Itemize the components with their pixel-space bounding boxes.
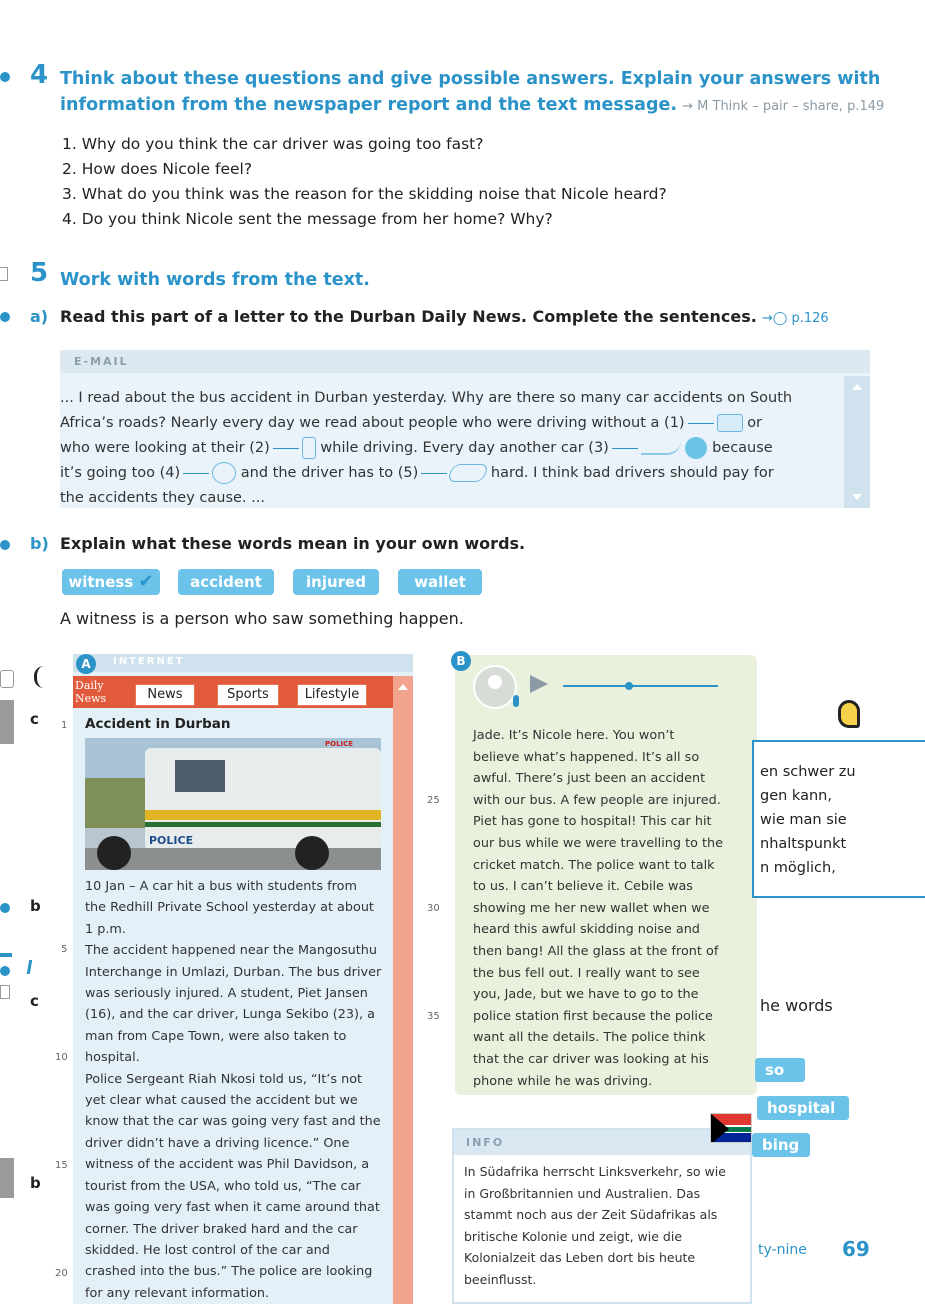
email-line-3a: who were looking at their (2) bbox=[60, 440, 270, 456]
message-line: the bus fell out. I really want to see bbox=[473, 965, 700, 981]
margin-grey-tab-2 bbox=[0, 1158, 14, 1198]
panel-a-scrollbar[interactable] bbox=[393, 676, 413, 1304]
panel-a-scroll-up-icon[interactable] bbox=[398, 684, 408, 690]
right-words-text: he words bbox=[760, 996, 833, 1015]
photo-wheel-rear bbox=[295, 836, 329, 870]
article-line: was going very fast when it came around that bbox=[85, 1200, 380, 1216]
email-line-4b: and the driver has to (5) bbox=[240, 465, 419, 481]
microphone-icon bbox=[513, 695, 519, 707]
email-line-5: the accidents they cause. ... bbox=[60, 490, 265, 506]
message-line: phone while he was driving. bbox=[473, 1073, 653, 1089]
article-line: Police Sergeant Riah Nkosi told us, “It’s not bbox=[85, 1071, 363, 1087]
task4-question-1: 1. Why do you think the car driver was going too fast? bbox=[62, 135, 484, 153]
task4-ref[interactable]: → M Think – pair – share, p.149 bbox=[682, 99, 885, 114]
line-no-15: 15 bbox=[55, 1160, 68, 1171]
photo-car-text: POLICE bbox=[149, 834, 194, 847]
email-line-4 bbox=[60, 461, 840, 486]
info-line: stammt noch aus der Zeit Südafrikas als bbox=[464, 1207, 718, 1223]
wheel-icon bbox=[685, 437, 707, 459]
right-card-line: n möglich, bbox=[760, 860, 836, 876]
panel-a-badge bbox=[76, 654, 96, 674]
message-line: you, Jade, but we have to go to the bbox=[473, 987, 699, 1003]
brake-pedal-icon bbox=[447, 464, 490, 482]
message-line: with our bus. A few people are injured. bbox=[473, 792, 721, 808]
speed-icon bbox=[212, 462, 236, 484]
right-card bbox=[752, 740, 925, 898]
ear-icon bbox=[838, 700, 860, 728]
email-line-2b: or bbox=[747, 415, 763, 431]
footer-word: ty-nine bbox=[758, 1242, 807, 1258]
chip-wallet: wallet bbox=[398, 569, 482, 595]
task5a-ref[interactable]: →◯ p.126 bbox=[761, 311, 829, 326]
task5a-label: a) bbox=[30, 307, 49, 326]
message-line: showing me her new wallet when we bbox=[473, 900, 710, 916]
line-no-1: 1 bbox=[61, 720, 68, 731]
chip-witness bbox=[62, 569, 160, 595]
info-header: INFO bbox=[454, 1130, 750, 1155]
margin-bullet-2 bbox=[0, 966, 10, 976]
email-scrollbar[interactable] bbox=[844, 376, 870, 508]
message-text bbox=[473, 725, 748, 1092]
task4-question-3: 3. What do you think was the reason for the skidding noise that Nicole heard? bbox=[62, 185, 667, 203]
gap-line-2 bbox=[273, 448, 299, 449]
email-box bbox=[60, 350, 870, 508]
info-line: beeinflusst. bbox=[464, 1271, 537, 1287]
margin-letter-2: b bbox=[30, 897, 41, 915]
licence-card-icon bbox=[717, 414, 743, 432]
photo-sign: POLICE bbox=[325, 740, 354, 748]
message-line: cricket match. The police want to talk bbox=[473, 857, 715, 873]
task4-heading-row2 bbox=[60, 92, 884, 118]
message-line: Jade. It’s Nicole here. You won’t bbox=[473, 728, 675, 743]
margin-dash bbox=[0, 953, 12, 957]
task5b-instruction: Explain what these words mean in your own words. bbox=[60, 534, 526, 553]
photo-wheel-front bbox=[97, 836, 131, 870]
task5-heading: Work with words from the text. bbox=[60, 270, 370, 290]
email-body bbox=[60, 382, 840, 511]
tab-sports[interactable]: Sports bbox=[217, 684, 279, 706]
margin-icon bbox=[0, 670, 14, 688]
right-chip-hospital: hospital bbox=[757, 1096, 849, 1120]
article-line: driver didn’t have a driving licence.” One bbox=[85, 1135, 350, 1151]
logo-line-2: News bbox=[75, 692, 107, 705]
info-line: britische Kolonie und zeigt, wie die bbox=[464, 1228, 683, 1244]
article-line: for any relevant information. bbox=[85, 1285, 270, 1301]
task4-heading-line2: information from the newspaper report and the text message. bbox=[60, 95, 678, 115]
email-line-2 bbox=[60, 411, 840, 436]
article-line: (16), and the car driver, Lunga Sekibo (23), a bbox=[85, 1007, 375, 1023]
task4-bullet bbox=[0, 72, 10, 82]
margin-letter-4: b bbox=[30, 1174, 41, 1192]
chip-injured: injured bbox=[293, 569, 379, 595]
article-line: know that the car was going very fast and the bbox=[85, 1114, 381, 1130]
message-line: that the car driver was looking at his bbox=[473, 1051, 709, 1067]
right-chip-bing: bing bbox=[752, 1133, 810, 1157]
gap-line-5 bbox=[421, 473, 447, 474]
panel-a-label: INTERNET bbox=[113, 656, 185, 667]
line-no-10: 10 bbox=[55, 1052, 68, 1063]
margin-slash bbox=[27, 960, 32, 974]
photo-green-stripe bbox=[145, 822, 381, 827]
line-no-30: 30 bbox=[427, 903, 440, 914]
message-line: want all the details. The police think bbox=[473, 1030, 706, 1046]
message-line: our bus while we were travelling to the bbox=[473, 835, 723, 851]
message-line: police station first because the police bbox=[473, 1008, 713, 1024]
photo-window bbox=[175, 760, 225, 792]
task5b-example: A witness is a person who saw something happen. bbox=[60, 609, 464, 628]
email-line-3b: while driving. Every day another car (3) bbox=[320, 440, 609, 456]
checkmark-icon: ✔ bbox=[138, 571, 154, 592]
audio-progress-track[interactable] bbox=[563, 685, 718, 687]
play-icon[interactable] bbox=[530, 675, 548, 693]
email-line-2a: Africa’s roads? Nearly every day we read about people who were driving without a (1) bbox=[60, 415, 685, 431]
article-line: the Redhill Private School yesterday at about bbox=[85, 900, 374, 916]
article-line: skidded. He lost control of the car and bbox=[85, 1242, 330, 1258]
article-line: 10 Jan – A car hit a bus with students from bbox=[85, 879, 357, 894]
chip-accident: accident bbox=[178, 569, 274, 595]
article-line: was seriously injured. A student, Piet Jansen bbox=[85, 986, 368, 1002]
margin-letter-1: c bbox=[30, 710, 39, 728]
line-no-25: 25 bbox=[427, 795, 440, 806]
avatar-head bbox=[488, 675, 502, 689]
info-box bbox=[452, 1128, 752, 1304]
daily-news-logo bbox=[73, 676, 113, 708]
right-card-line: wie man sie bbox=[760, 812, 847, 828]
email-line-1: ... I read about the bus accident in Durban yesterday. Why are there so many car accidents on South bbox=[60, 390, 793, 406]
right-card-line: gen kann, bbox=[760, 788, 832, 804]
message-line: awful. There’s just been an accident bbox=[473, 771, 706, 787]
task4-question-4: 4. Do you think Nicole sent the message from her home? Why? bbox=[62, 210, 553, 228]
chip-witness-label: witness bbox=[68, 573, 134, 591]
task5b-bullet bbox=[0, 540, 10, 550]
message-line: then bang! All the glass at the front of bbox=[473, 943, 719, 959]
right-card-text bbox=[754, 742, 925, 880]
task4-question-2: 2. How does Nicole feel? bbox=[62, 160, 253, 178]
message-line: Piet has gone to hospital! This car hit bbox=[473, 814, 712, 830]
article-text bbox=[85, 876, 391, 1304]
task5a-instruction: Read this part of a letter to the Durban Daily News. Complete the sentences. bbox=[60, 307, 757, 326]
margin-icon-2 bbox=[0, 985, 10, 999]
panel-b-badge bbox=[451, 651, 471, 671]
line-no-5: 5 bbox=[61, 944, 68, 955]
email-line-4c: hard. I think bad drivers should pay for bbox=[490, 465, 774, 481]
police-car-photo bbox=[85, 738, 381, 870]
task4-heading-line1: Think about these questions and give possible answers. Explain your answers with bbox=[60, 69, 881, 89]
scroll-down-icon[interactable] bbox=[852, 494, 862, 500]
article-line: tourist from the USA, who told us, “The car bbox=[85, 1178, 361, 1194]
panel-a-topbar bbox=[73, 654, 413, 672]
email-line-3 bbox=[60, 436, 840, 461]
audio-progress-knob[interactable] bbox=[625, 682, 633, 690]
article-line: yet clear what caused the accident but we bbox=[85, 1093, 358, 1109]
margin-grey-tab-1 bbox=[0, 700, 14, 744]
article-headline: Accident in Durban bbox=[85, 716, 231, 732]
logo-line-1: Daily bbox=[75, 679, 104, 692]
email-header: E-MAIL bbox=[60, 350, 870, 373]
article-line: crashed into the bus.” The police are looking bbox=[85, 1264, 373, 1280]
article-line: man from Cape Town, were also taken to bbox=[85, 1028, 347, 1044]
info-line: in Großbritannien und Australien. Das bbox=[464, 1185, 701, 1201]
article-line: hospital. bbox=[85, 1050, 140, 1066]
message-line: heard this awful skidding noise and bbox=[473, 922, 700, 938]
phone-icon bbox=[302, 437, 316, 459]
gap-line-4 bbox=[183, 473, 209, 474]
info-line: Kolonialzeit das Leben dort bis heute bbox=[464, 1250, 696, 1266]
margin-letter-3: c bbox=[30, 992, 39, 1010]
page-number: 69 bbox=[842, 1237, 870, 1261]
article-line: 1 p.m. bbox=[85, 921, 126, 937]
line-no-35: 35 bbox=[427, 1011, 440, 1022]
panel-b-badge-label: B bbox=[456, 654, 466, 668]
task5-side-icon bbox=[0, 267, 8, 281]
article-line: Interchange in Umlazi, Durban. The bus driver bbox=[85, 964, 382, 980]
email-line-4a: it’s going too (4) bbox=[60, 465, 181, 481]
right-card-line: nhaltspunkt bbox=[760, 836, 847, 852]
panel-a-badge-label: A bbox=[81, 657, 91, 671]
margin-bullet-1 bbox=[0, 903, 10, 913]
panel-a bbox=[55, 656, 413, 1304]
task4-number: 4 bbox=[30, 60, 49, 90]
skid-marks-icon bbox=[641, 441, 681, 455]
info-text bbox=[454, 1155, 750, 1297]
scroll-up-icon[interactable] bbox=[852, 384, 862, 390]
tab-news[interactable]: News bbox=[135, 684, 195, 706]
margin-bracket bbox=[34, 666, 44, 688]
task5a-row bbox=[60, 307, 829, 326]
article-line: corner. The driver braked hard and the car bbox=[85, 1221, 358, 1237]
photo-yellow-stripe bbox=[145, 810, 381, 820]
info-line: In Südafrika herrscht Linksverkehr, so wie bbox=[464, 1164, 726, 1179]
task5b-label: b) bbox=[30, 534, 49, 553]
south-africa-flag-icon bbox=[710, 1113, 752, 1143]
tab-lifestyle[interactable]: Lifestyle bbox=[297, 684, 367, 706]
task5a-bullet bbox=[0, 312, 10, 322]
gap-line-1 bbox=[688, 423, 714, 424]
gap-line-3 bbox=[612, 448, 638, 449]
message-line: to us. I can’t believe it. Cebile was bbox=[473, 879, 693, 895]
avatar bbox=[473, 665, 517, 709]
article-line: The accident happened near the Mangosuthu bbox=[85, 943, 377, 959]
right-chip-so: so bbox=[755, 1058, 805, 1082]
message-line: believe what’s happened. It’s all so bbox=[473, 749, 700, 765]
panel-b bbox=[455, 655, 757, 1095]
task5-number: 5 bbox=[30, 258, 49, 288]
right-card-line: en schwer zu bbox=[760, 764, 856, 780]
line-no-20: 20 bbox=[55, 1268, 68, 1279]
article-line: witness of the accident was Phil Davidson, a bbox=[85, 1157, 370, 1173]
email-line-3c: because bbox=[712, 440, 773, 456]
